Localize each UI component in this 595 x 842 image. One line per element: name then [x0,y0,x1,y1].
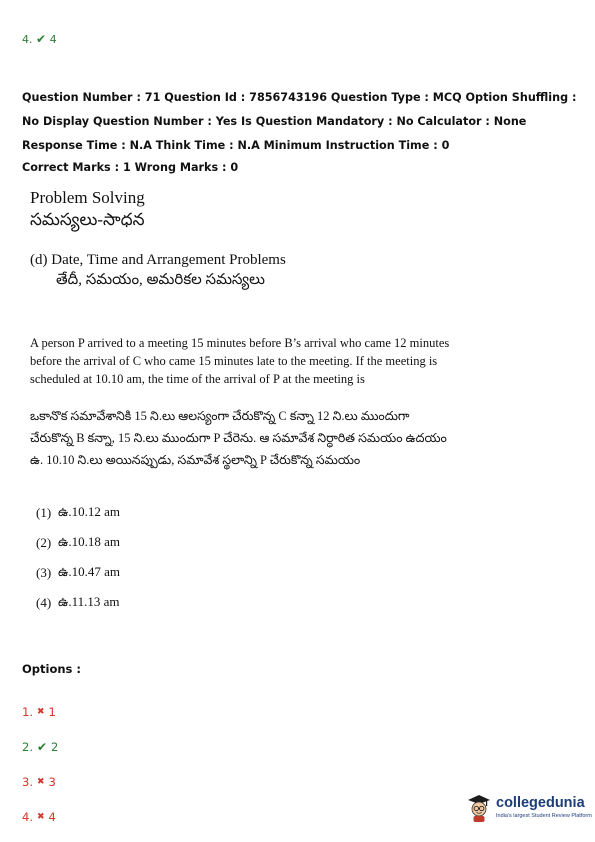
student-mascot-icon [466,792,492,822]
options-list [22,694,58,834]
question-text-en: A person P arrived to a meeting 15 minutes before B’s arrival who came 12 minutes before the arrival of C who came 15 minutes late to the meeting. If the meeting is scheduled at 10.10 am, the time of the arrival of P at the meeting is [30,336,450,386]
choice-3 [36,558,120,588]
choice-text: ఉ.10.18 am [58,533,121,549]
option-number: 4. [22,809,33,824]
previous-option-number: 4. [22,33,33,46]
section-title-en: Problem Solving [30,188,145,207]
option-3 [22,764,58,799]
choice-number: (4) [36,595,52,610]
section-title-te: సమస్యలు-సాధన [30,210,145,229]
question-text-te: ఒకానొక సమావేశానికి 15 ని.లు ఆలస్యంగా చేరుకొన్న C కన్నా 12 ని.లు ముందుగా చేరుకొన్న B కన్నా, 15 ని.లు ముందుగా P చేరెను. ఆ సమావేశ నిర్ధారిత సమయం ఉదయం ఉ. 10.10 ని.లు అయినప్పుడు, సమావేశ స్థలాన్ని P చేరుకొన్న సమయం [30,409,447,467]
cross-icon: ✖ [36,706,45,717]
option-1 [22,694,58,729]
subsection-title-en: (d) Date, Time and Arrangement Problems [30,252,286,268]
option-number: 2. [22,739,33,754]
choice-text: ఉ.11.13 am [58,593,120,609]
choice-text: ఉ.10.12 am [58,503,121,519]
options-heading: Options : [22,662,81,676]
cross-icon: ✖ [36,811,45,822]
choice-number: (2) [36,535,52,550]
check-icon: ✔ [36,739,48,754]
option-number: 1. [22,704,33,719]
choice-4 [36,588,120,618]
choice-number: (3) [36,565,52,580]
logo-tagline: India's largest Student Review Platform [496,813,592,819]
logo-text [496,795,592,819]
choice-number: (1) [36,505,52,520]
option-value: 2 [51,739,59,754]
option-value: 1 [48,704,56,719]
option-number: 3. [22,774,33,789]
choice-1 [36,498,120,528]
cross-icon: ✖ [36,776,45,787]
previous-option-value: 4 [49,33,57,46]
collegedunia-logo [466,792,592,822]
choice-2 [36,528,120,558]
subsection-title-te: తేదీ, సమయం, అమరికల సమస్యలు [56,272,265,288]
check-icon: ✔ [36,32,47,46]
previous-option-line [22,32,57,46]
option-value: 3 [48,774,56,789]
logo-name: collegedunia [496,795,585,811]
answer-choices [36,498,120,618]
option-2 [22,729,58,764]
option-value: 4 [48,809,56,824]
question-meta: Question Number : 71 Question Id : 7856743196 Question Type : MCQ Option Shuffling : No Display Question Number : Yes Is Question Mandatory : No Calculator : None Response Time : N.A Think Time : N.A Minimum Instruction Time : 0 [22,91,577,152]
choice-text: ఉ.10.47 am [58,563,121,579]
option-4 [22,799,58,834]
marks-line: Correct Marks : 1 Wrong Marks : 0 [22,161,239,174]
